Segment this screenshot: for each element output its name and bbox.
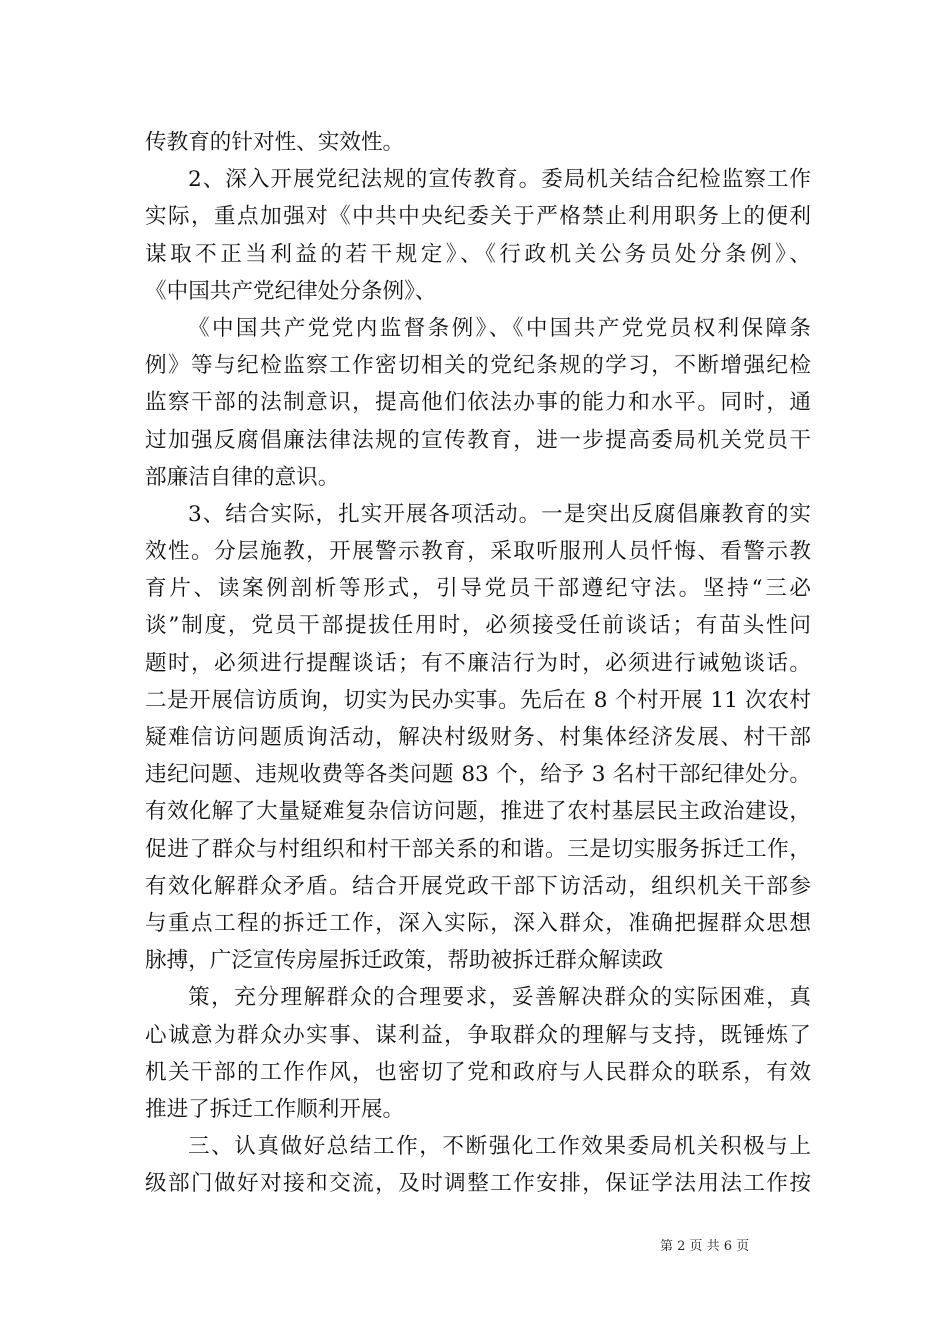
text-line: 监察干部的法制意识，提高他们依法办事的能力和水平。同时，通	[145, 390, 811, 416]
text-line: 育片、读案例剖析等形式，引导党员干部遵纪守法。坚持“三必	[145, 576, 811, 602]
page-number: 第 2 页 共 6 页	[660, 1239, 750, 1254]
text-line: 违纪问题、违规收费等各类问题 83 个，给予 3 名村干部纪律处分。	[145, 762, 811, 788]
text-line: 有效化解了大量疑难复杂信访问题，推进了农村基层民主政治建设，	[145, 799, 811, 825]
text-line: 效性。分层施教，开展警示教育，采取听服刑人员忏悔、看警示教	[145, 539, 811, 565]
text-line: 疑难信访问题质询活动，解决村级财务、村集体经济发展、村干部	[145, 725, 811, 750]
text-line: 2、深入开展党纪法规的宣传教育。委局机关结合纪检监察工作	[188, 167, 811, 193]
text-line: 部廉洁自律的意识。	[145, 464, 340, 490]
text-line: 实际，重点加强对《中共中央纪委关于严格禁止利用职务上的便利	[145, 204, 811, 230]
text-line: 脉搏，广泛宣传房屋拆迁政策，帮助被拆迁群众解读政	[145, 948, 664, 974]
text-line: 谈”制度，党员干部提拔任用时，必须接受任前谈话；有苗头性问	[145, 613, 811, 639]
text-line: 促进了群众与村组织和村干部关系的和谐。三是切实服务拆迁工作，	[145, 836, 811, 862]
text-line: 3、结合实际，扎实开展各项活动。一是突出反腐倡廉教育的实	[188, 501, 811, 527]
text-line: 《中国共产党纪律处分条例》、	[145, 278, 437, 304]
text-line: 题时，必须进行提醒谈话；有不廉洁行为时，必须进行诫勉谈话。	[145, 650, 811, 676]
text-line: 谋取不正当利益的若干规定》、《行政机关公务员处分条例》、	[145, 241, 811, 267]
text-line: 与重点工程的拆迁工作，深入实际，深入群众，准确把握群众思想	[145, 910, 811, 936]
text-line: 级部门做好对接和交流，及时调整工作安排，保证学法用法工作按	[145, 1171, 811, 1197]
text-line: 心诚意为群众办实事、谋利益，争取群众的理解与支持，既锤炼了	[145, 1022, 811, 1048]
text-line: 《中国共产党党内监督条例》、《中国共产党党员权利保障条	[188, 315, 811, 341]
text-line: 机关干部的工作作风，也密切了党和政府与人民群众的联系，有效	[145, 1059, 811, 1085]
text-line: 有效化解群众矛盾。结合开展党政干部下访活动，组织机关干部参	[145, 873, 811, 899]
text-line: 策，充分理解群众的合理要求，妥善解决群众的实际困难，真	[188, 985, 811, 1011]
text-line: 过加强反腐倡廉法律法规的宣传教育，进一步提高委局机关党员干	[145, 427, 811, 453]
text-line: 推进了拆迁工作顺利开展。	[145, 1096, 405, 1122]
text-line: 传教育的针对性、实效性。	[145, 130, 405, 155]
text-line: 例》等与纪检监察工作密切相关的党纪条规的学习，不断增强纪检	[145, 353, 811, 379]
text-line: 二是开展信访质询，切实为民办实事。先后在 8 个村开展 11 次农村	[145, 687, 811, 713]
document-body	[145, 124, 811, 1202]
text-line: 三、认真做好总结工作，不断强化工作效果委局机关积极与上	[188, 1134, 811, 1160]
